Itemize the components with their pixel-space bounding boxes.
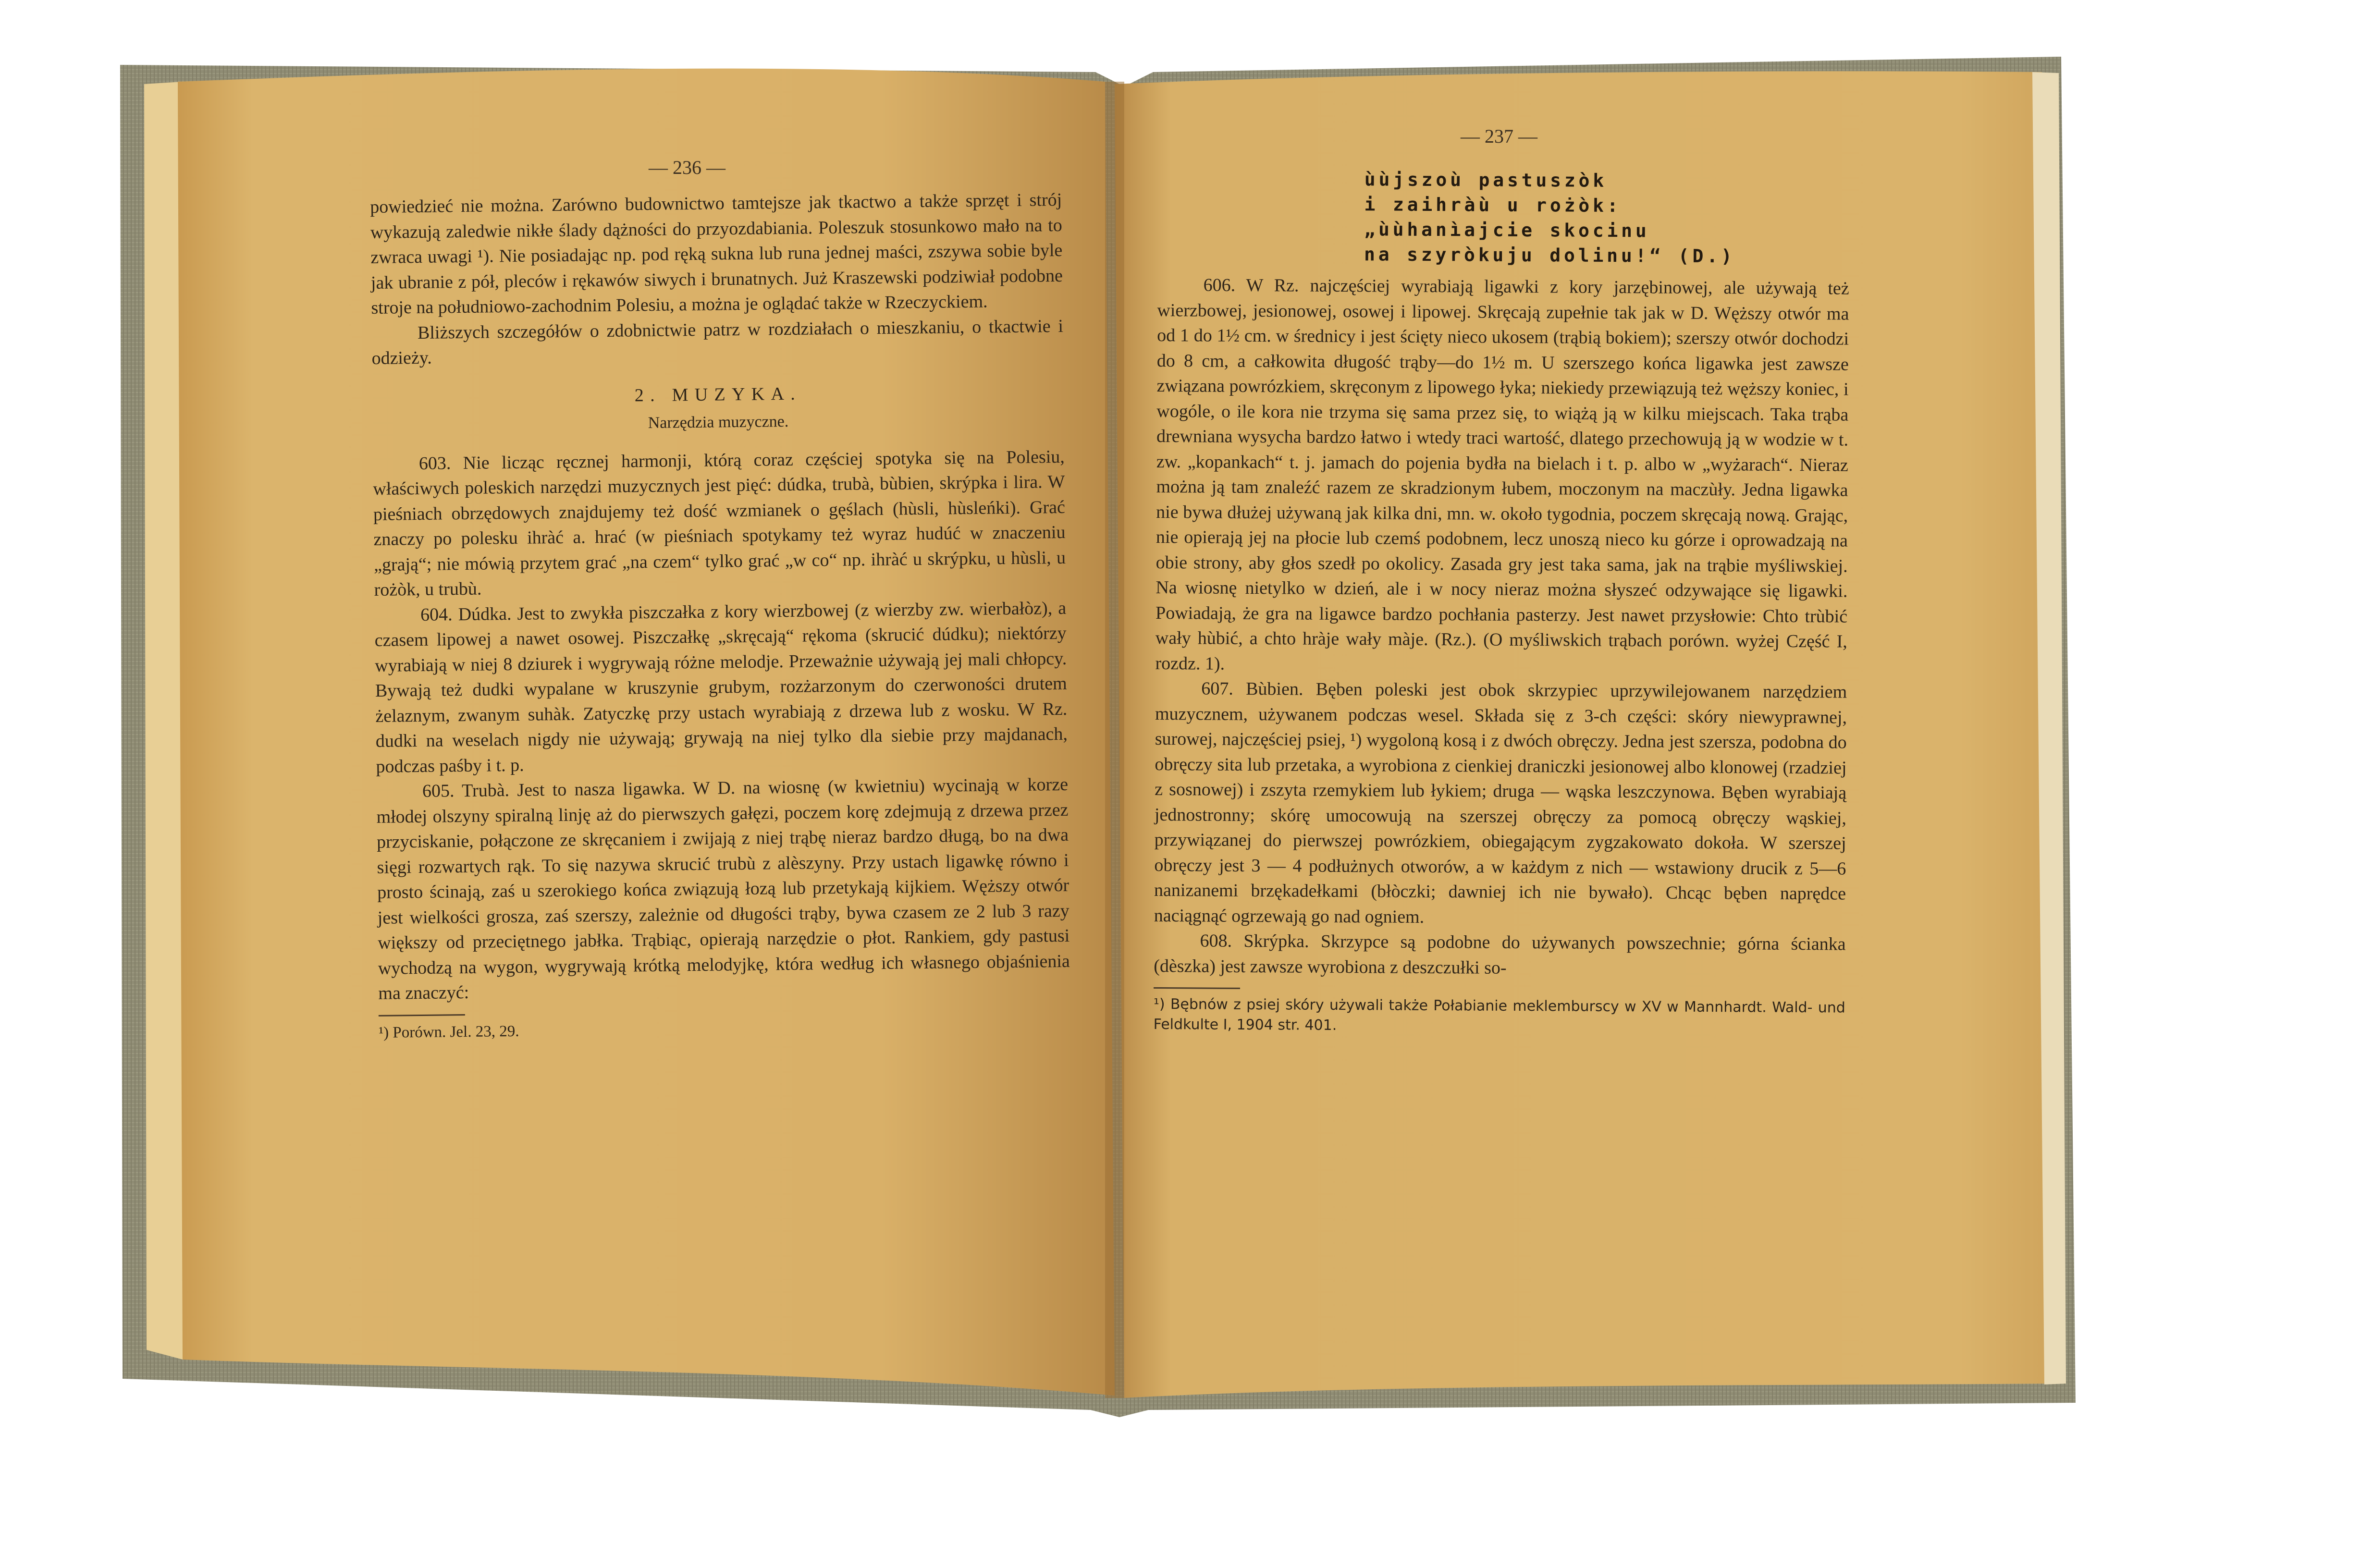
song-line: na szyròkuju dolinu!“ (D.) [1364, 244, 1735, 267]
section-heading: 2. MUZYKA. [634, 383, 802, 405]
subheading: Narzędzia muzyczne. [648, 412, 789, 432]
footnote: ¹) Porówn. Jel. 23, 29. [379, 1022, 519, 1041]
paragraph: powiedzieć nie można. Zarówno budownictwo tamtejsze jak tkactwo a także sprzęt i strój wykazują zaledwie nikłe ślady dążności do przyozdabiania. Poleszuk stosunkowo mało na to zwraca uwagi ¹). Nie posiadając np. pod ręką sukna lub runa jednej maści, zszywa sobie byle jak ubranie z pół, pleców i rękawów siwych i brunatnych. Już Kraszewski podziwiał podobne stroje na południowo-zachodnim Polesiu, a można je oglądać także w Rzeczyckiem. [370, 189, 1063, 318]
song-verse [1364, 167, 1850, 269]
song-line: „ùùhanìajcie skocinu [1364, 219, 1650, 242]
footnote-rule [1154, 987, 1240, 989]
right-page-text [1154, 166, 1850, 1039]
footnote: ¹) Bębnów z psiej skóry używali także Połabianie meklemburscy w XV w Mannhardt. Wald- und Feldkulte I, 1904 str. 401. [1153, 995, 1845, 1034]
song-line: i zaihràù u rożòk: [1364, 194, 1622, 217]
gutter-shadow [1105, 82, 1124, 1398]
right-page-number: — 237 — [1461, 125, 1537, 147]
paragraph: 608. Skrýpka. Skrzypce są podobne do używanych powszechnie; górna ścianka (dèszka) jest zawsze wyrobiona z deszczułki so- [1154, 931, 1846, 978]
paragraph: 607. Bùbien. Bęben poleski jest obok skrzypiec uprzywilejowanem narzędziem muzycznem, używanem podczas wesel. Składa się z 3-ch części: skóry niewyprawnej, surowej, najczęściej psiej, ¹) wygoloną kosą i z dwóch obręczy. Jedna jest szersza, podobna do obręczy sita lub przetaka, a wyrobiona z cienkiej draniczki jesionowej albo klonowej (rzadziej z sosnowej) i zszyta rzemykiem lub łykiem; druga — wąska leszczynowa. Bęben wyrabiają jednostronny; skórę umocowują na szerszej obręczy za pomocą obręczy wąskiej, przywiązanej do pierwszej powrózkiem, obiegającym zygzakowato dokoła. W szerszej obręczy jest 3 — 4 podłużnych otworów, a w każdym z nich — wstawiony drucik z 5—6 nanizanemi brzękadełkami (błòczki; dawniej ich nie bywało). Chcąc bęben naprędce naciągnąć ogrzewają go nad ogniem. [1154, 678, 1847, 927]
left-page-text [370, 187, 1070, 1043]
footnote-rule [379, 1014, 465, 1017]
song-line: ùùjszoù pastuszòk [1364, 169, 1608, 191]
left-page-edges [144, 82, 183, 1360]
paragraph: 604. Dúdka. Jest to zwykła piszczałka z kory wierzbowej (z wierzby zw. wierbałòz), a czasem lipowej a nawet osowej. Piszczałkę „skręcają“ rękoma (skrucić dúdku); niektórzy wyrabiają w niej 8 dziurek i wygrywają różne melodje. Przeważnie używają jej mali chłopcy. Bywają też dudki wypalane w kruszynie grubym, rozżarzonym do czerwoności drutem żelaznym, zwanym suhàk. Zatyczkę przy ustach wyrabiają z drzewa lub z wosku. W Rz. dudki na weselach nigdy nie używają; grywają na niej tylko dla siebie przy majdanach, podczas paśby i t. p. [374, 598, 1068, 777]
paragraph: 603. Nie licząc ręcznej harmonji, którą coraz częściej spotyka się na Polesiu, właściwych poleskich narzędzi muzycznych jest pięć: dúdka, trubà, bùbien, skrýpka i lira. W pieśniach obrzędowych znajdujemy też dość wzmianek o gęślach (hùsli, hùsleńki). Grać znaczy po polesku ihràć a. hrać (w pieśniach spotykamy też wyraz hudúć w znaczeniu „grają“; nie mówią przytem grać „na czem“ tylko grać „w co“ np. ihràć u skrýpku, u hùsli, u rożòk, u trubù. [373, 446, 1066, 600]
paragraph: 605. Trubà. Jest to nasza ligawka. W D. na wiosnę (w kwietniu) wycinają w korze młodej olszyny spiralną linję aż do pierwszych gałęzi, poczem korę zdejmują z drzewa przez przyciskanie, połączone ze skręcaniem i zwijają z niej trąbę nieraz bardzo długą, bo na dwa sięgi rozwartych rąk. To się nazywa skrucić trubù z alèszyny. Przy ustach ligawkę równo i prosto ścinają, zaś u szerokiego końca związują łozą lub przetykają kijkiem. Węższy otwór jest wielkości grosza, zaś szerszy, zależnie od długości trąby, bywa czasem ze 2 lub 3 razy większy od przeciętnego jabłka. Trąbiąc, opierają narzędzie o płot. Rankiem, gdy pastusi wychodzą na wygon, wygrywają krótką melodyjkę, która według ich własnego objaśnienia ma znaczyć: [376, 774, 1070, 1004]
paragraph: Bliższych szczegółów o zdobnictwie patrz w rozdziałach o mieszkaniu, o tkactwie i odzieży. [371, 316, 1064, 368]
left-page-number: — 236 — [649, 157, 725, 178]
paragraph: 606. W Rz. najczęściej wyrabiają ligawki z kory jarzębinowej, ale używają też wierzbowej, jesionowej, osowej i lipowej. Skręcają zupełnie tak jak w D. Węższy otwór ma od 1 do 1½ cm. w średnicy i jest ścięty nieco ukosem (trąbią bokiem); szerszy otwór dochodzi do 8 cm, a całkowita długość trąby—do 1½ m. U szerszego końca ligawka jest zawsze związana powrózkiem, skręconym z lipowego łyka; niekiedy przewiązują też węższy koniec, i wogóle, o ile kora nie trzyma się sama przez się, to wiążą ją w kilku miejscach. Taka trąba drewniana wysycha bardzo łatwo i wtedy traci wartość, dlatego przechowują ją w wodzie w t. zw. „kopankach“ t. j. jamach do pojenia bydła na bielach i t. p. albo w „wyżarach“. Nieraz można ją tam znaleźć razem ze skradzionym łubem, moczonym na maczùły. Jedna ligawka nie bywa dłużej używaną jak kilka dni, mn. w. około tygodnia, poczem skręcają nową. Grając, nie opierają jej na płocie lub czemś podobnem, lecz unoszą nieco ku górze i oprowadzają na obie strony, aby głos szedł po okolicy. Zasada gry jest taka sama, jak na trąbie myśliwskiej. Na wiosnę nietylko w dzień, ale i w nocy nieraz można słyszeć odzywające się ligawki. Powiadają, że gra na ligawce bardzo pochłania pasterzy. Jest nawet przysłowie: Chto trùbić wały hùbić, a chto hràje wały màje. (Rz.). (O myśliwskich trąbach porówn. wyżej Część I, rozdz. 1). [1155, 275, 1849, 674]
